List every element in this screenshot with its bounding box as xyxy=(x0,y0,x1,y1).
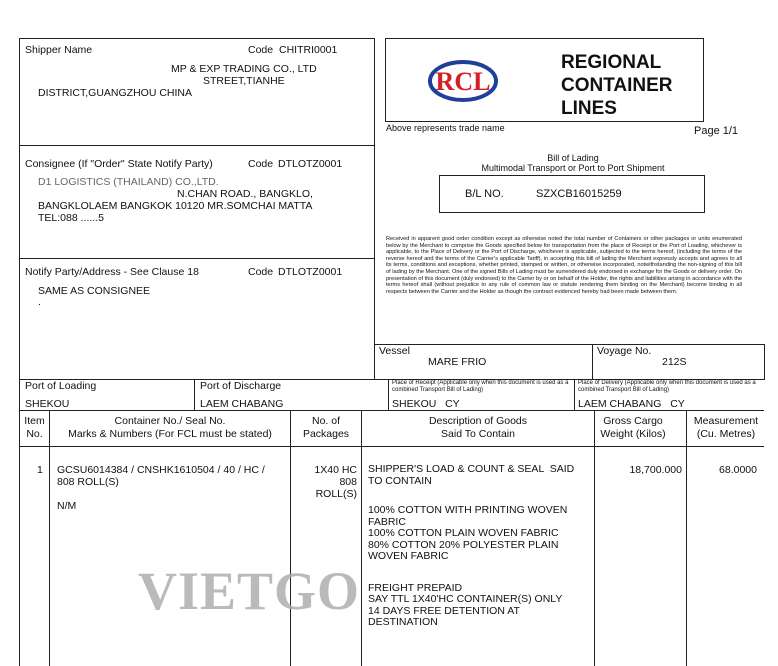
row-packages-line-1: 1X40 HC xyxy=(314,464,357,476)
notify-code: DTLOTZ0001 xyxy=(278,266,343,278)
header-measurement-line-2: (Cu. Metres) xyxy=(696,428,756,440)
vessel-value: MARE FRIO xyxy=(428,356,487,368)
bl-subtitle: Multimodal Transport or Port to Port Shipment xyxy=(481,163,665,173)
header-packages-line-2: Packages xyxy=(302,428,350,440)
rcl-logo-text: RCL xyxy=(435,67,491,96)
col-rule-description xyxy=(594,410,595,666)
header-description-line-2: Said To Contain xyxy=(441,428,515,440)
consignee-label: Consignee (If "Order" State Notify Party) xyxy=(25,158,213,170)
header-container xyxy=(50,415,290,441)
header-packages-line-1: No. of xyxy=(311,415,340,427)
desc-line-2: TO CONTAIN xyxy=(368,474,432,487)
desc-line-1: SHIPPER'S LOAD & COUNT & SEAL SAID xyxy=(368,463,575,475)
row-packages-line-3: ROLL(S) xyxy=(315,488,357,500)
desc-line-7: 80% COTTON 20% POLYESTER PLAIN xyxy=(368,538,559,551)
header-container-line-2: Marks & Numbers (For FCL must be stated) xyxy=(68,428,272,440)
consignee-code: DTLOTZ0001 xyxy=(278,158,343,170)
right-column-border xyxy=(374,38,375,380)
shipper-line-1: MP & EXP TRADING CO., LTD xyxy=(171,63,317,75)
bl-no-value: SZXCB16015259 xyxy=(536,188,622,200)
header-container-line-1: Container No./ Seal No. xyxy=(114,415,226,427)
col-rule-container xyxy=(290,410,291,666)
row-container-line-1: GCSU6014384 / CNSHK1610504 / 40 / HC / xyxy=(57,464,265,476)
header-weight-line-1: Gross Cargo xyxy=(603,415,663,427)
col-rule-weight xyxy=(686,410,687,666)
rcl-logo xyxy=(428,60,498,102)
consignee-code-label: Code xyxy=(248,158,274,170)
shipper-code-label: Code xyxy=(248,44,274,56)
header-packages xyxy=(291,415,361,441)
desc-line-8: WOVEN FABRIC xyxy=(368,550,449,562)
shipper-line-3: DISTRICT,GUANGZHOU CHINA xyxy=(38,87,193,99)
desc-line-4: 100% COTTON WITH PRINTING WOVEN xyxy=(368,504,568,516)
row-description xyxy=(368,464,590,629)
right-outer-border xyxy=(764,344,765,380)
header-weight-line-2: Weight (Kilos) xyxy=(600,428,666,440)
page-number: Page 1/1 xyxy=(694,125,739,137)
desc-line-9 xyxy=(368,563,590,583)
notify-code-label: Code xyxy=(248,266,274,278)
row-container-line-4: N/M xyxy=(57,500,77,512)
port-discharge-label: Port of Discharge xyxy=(200,380,282,392)
desc-line-10: FREIGHT PREPAID xyxy=(368,581,463,594)
desc-line-13: DESTINATION xyxy=(368,616,438,628)
desc-line-5: FABRIC xyxy=(368,515,406,528)
notify-label: Notify Party/Address - See Clause 18 xyxy=(25,266,199,278)
table-header-top-rule xyxy=(19,410,764,411)
vessel-top-rule xyxy=(374,344,764,345)
header-measurement xyxy=(687,415,765,441)
header-description xyxy=(362,415,594,441)
carrier-name-line-2: CONTAINER xyxy=(561,75,673,96)
port-loading-value: SHEKOU xyxy=(25,398,70,410)
header-item-line-1: Item xyxy=(24,415,45,427)
consignee-line-2: N.CHAN ROAD., BANGKLO, xyxy=(177,188,313,200)
header-item-line-2: No. xyxy=(26,428,43,440)
voyage-label: Voyage No. xyxy=(597,345,652,357)
shipper-label: Shipper Name xyxy=(25,44,93,56)
voyage-value: 212S xyxy=(662,356,687,368)
port-discharge-value: LAEM CHABANG xyxy=(200,398,284,410)
carrier-name-line-3: LINES xyxy=(561,98,617,119)
shipper-line-2: STREET,TIANHE xyxy=(203,75,285,87)
ports-divider-1 xyxy=(194,379,195,411)
desc-line-12: 14 DAYS FREE DETENTION AT xyxy=(368,604,520,617)
bl-title: Bill of Lading xyxy=(547,153,599,163)
consignee-line-3: BANGKLOLAEM BANGKOK 10120 MR.SOMCHAI MATTA xyxy=(38,200,313,212)
ports-divider-2 xyxy=(388,379,389,411)
bl-no-label: B/L NO. xyxy=(465,188,504,200)
place-delivery-value: LAEM CHABANG CY xyxy=(578,398,685,410)
desc-line-6: 100% COTTON PLAIN WOVEN FABRIC xyxy=(368,527,559,539)
vessel-label: Vessel xyxy=(379,345,410,357)
notify-line-2: . xyxy=(38,296,41,308)
row-packages xyxy=(291,464,357,500)
notify-line-1: SAME AS CONSIGNEE xyxy=(38,285,151,297)
place-delivery-label: Place of Delivery (Applicable only when this document is used as a combined Transport Bill of Lading) xyxy=(578,380,756,393)
row-measurement: 68.0000 xyxy=(719,464,757,476)
port-loading-label: Port of Loading xyxy=(25,380,97,392)
row-container-line-2: 808 ROLL(S) xyxy=(57,476,119,488)
carrier-name-line-1: REGIONAL xyxy=(561,52,662,73)
terms-text: Received in apparent good order condition except as otherwise noted the total number of Containers or other packages or units enumerated below by the Merchant to comprise the Goods specified below for transportation from the place of Receipt or the Port of Loading, whichever is applicable, to the Place of Delivery or the Port of Discharge, whichever is applicable, subjected to the terms hereof, (including the terms of the reverse hereof and the terms of the Carrier's applicable Tariff), in accepting this bill of lading the Merchant expressly accepts and agrees to all its terms, conditions and exceptions, whether printed, stamped or written, or otherwise incorporated, notwithstanding the non-signing of this bill of lading by the Merchant. One of the signed Bills of Lading must be surrendered duly endorsed in exchange for the Goods or delivery order. On presentation of this document (duly endorsed) to the Carrier by or on behalf of the Holder, the rights and liabilities arising in accordance with the terms hereof shall (without prejudice to any rule of common law or statute rendering them binding on the Merchant) become binding in all respects between the Carrier and the Holder as though the contract evidenced hereby had been made between them. xyxy=(386,236,742,295)
header-description-line-1: Description of Goods xyxy=(428,415,528,427)
col-rule-packages xyxy=(361,410,362,666)
place-receipt-label: Place of Receipt (Applicable only when this document is used as a combined Transport Bill of Lading) xyxy=(392,380,569,393)
vessel-voyage-divider xyxy=(592,344,593,380)
place-receipt-value: SHEKOU CY xyxy=(392,398,460,410)
ports-divider-3 xyxy=(574,379,575,411)
row-item: 1 xyxy=(37,464,43,476)
col-rule-item xyxy=(49,410,50,666)
desc-line-11: SAY TTL 1X40'HC CONTAINER(S) ONLY xyxy=(368,593,563,605)
trade-name-note: Above represents trade name xyxy=(386,123,505,133)
row-container xyxy=(57,464,287,512)
header-measurement-line-1: Measurement xyxy=(693,415,759,427)
header-weight xyxy=(595,415,671,441)
row-packages-line-2: 808 xyxy=(339,476,357,488)
vietgo-watermark: VIETGO xyxy=(138,561,361,621)
consignee-line-1: D1 LOGISTICS (THAILAND) CO.,LTD. xyxy=(38,176,219,188)
desc-line-3 xyxy=(368,487,590,505)
row-weight: 18,700.000 xyxy=(629,464,682,476)
row-container-line-3 xyxy=(57,488,287,500)
shipper-code: CHITRI0001 xyxy=(279,44,338,56)
table-header-bottom-rule xyxy=(19,446,764,447)
consignee-line-4: TEL:088 ......5 xyxy=(38,212,104,224)
header-item xyxy=(19,415,50,441)
